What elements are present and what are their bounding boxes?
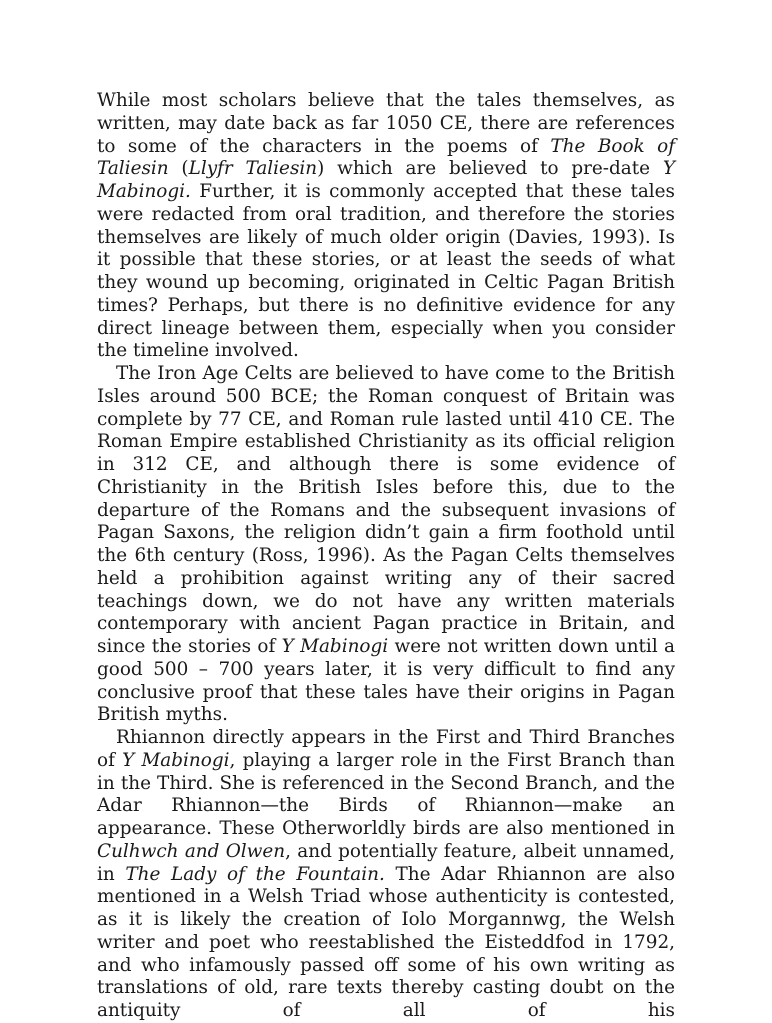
text-run: Rhiannon directly appears in the First and Third Branches of [97, 727, 675, 771]
book-title-italic: Y Mabinogi. [97, 158, 675, 202]
text-run: Further, it is commonly accepted that these tales were redacted from oral tradition, and therefore the stories themselves are likely of much older origin (Davies, 1993). Is it possible that these stories, or at least the seeds of what they wound up becoming, originated in Celtic Pagan British times? Perhaps, but there is no definitive evidence for any direct lineage between them, especially when you consider the timeline involved. [97, 181, 675, 362]
text-run: were not written down until a good 500 – 700 years later, it is very difficult to find any conclusive proof that these tales have their origins in Pagan British myths. [97, 636, 676, 726]
paragraph-2 [97, 363, 675, 727]
text-run: ) which are believed to pre-date [317, 158, 663, 180]
text-run: The Iron Age Celts are believed to have come to the British Isles around 500 BCE; the Roman conquest of Britain was complete by 77 CE, and Roman rule lasted until 410 CE. The Roman Empire established Christianity as its official religion in 312 CE, and although there is some evidence of Christianity in the British Isles before this, due to the departure of the Romans and the subsequent invasions of Pagan Saxons, the religion didn’t gain a firm foothold until the 6th century (Ross, 1996). As the Pagan Celts themselves held a prohibition against writing any of their sacred teachings down, we do not have any written materials contemporary with ancient Pagan practice in Britain, and since the stories of [97, 363, 675, 657]
paragraph-3 [97, 727, 675, 1023]
book-title-italic: The Book of Taliesin [97, 135, 675, 180]
text-run: , and potentially feature, albeit unnamed, in [97, 840, 675, 885]
text-run: The Adar Rhiannon are also mentioned in a Welsh Triad whose authenticity is contested, as it is likely the creation of Iolo Morgannwg, the Welsh writer and poet who reestablished the Eisteddfod in 1792, and who infamously passed off some of his own writing as translations of old, rare texts thereby casting doubt on the antiquity of all of his [97, 863, 676, 1021]
book-title-italic: Y Mabinogi [122, 749, 230, 771]
book-title-italic: Llyfr Taliesin [188, 158, 318, 180]
book-title-italic: Y Mabinogi [281, 636, 389, 657]
text-run: , playing a larger role in the First Branch than in the Third. She is referenced in the Second Branch, and the Adar Rhiannon—the Birds of Rhiannon—make an appearance. These Otherworldly birds are also mentioned in [97, 749, 675, 839]
book-title-italic: Culhwch and Olwen [97, 840, 286, 862]
book-title-italic: The Lady of the Fountain. [125, 863, 385, 885]
text-run: ( [168, 158, 189, 180]
text-run: While most scholars believe that the tales themselves, as written, may date back as far 1050 CE, there are references to some of the characters in the poems of [97, 90, 675, 157]
paragraph-1 [97, 90, 675, 363]
